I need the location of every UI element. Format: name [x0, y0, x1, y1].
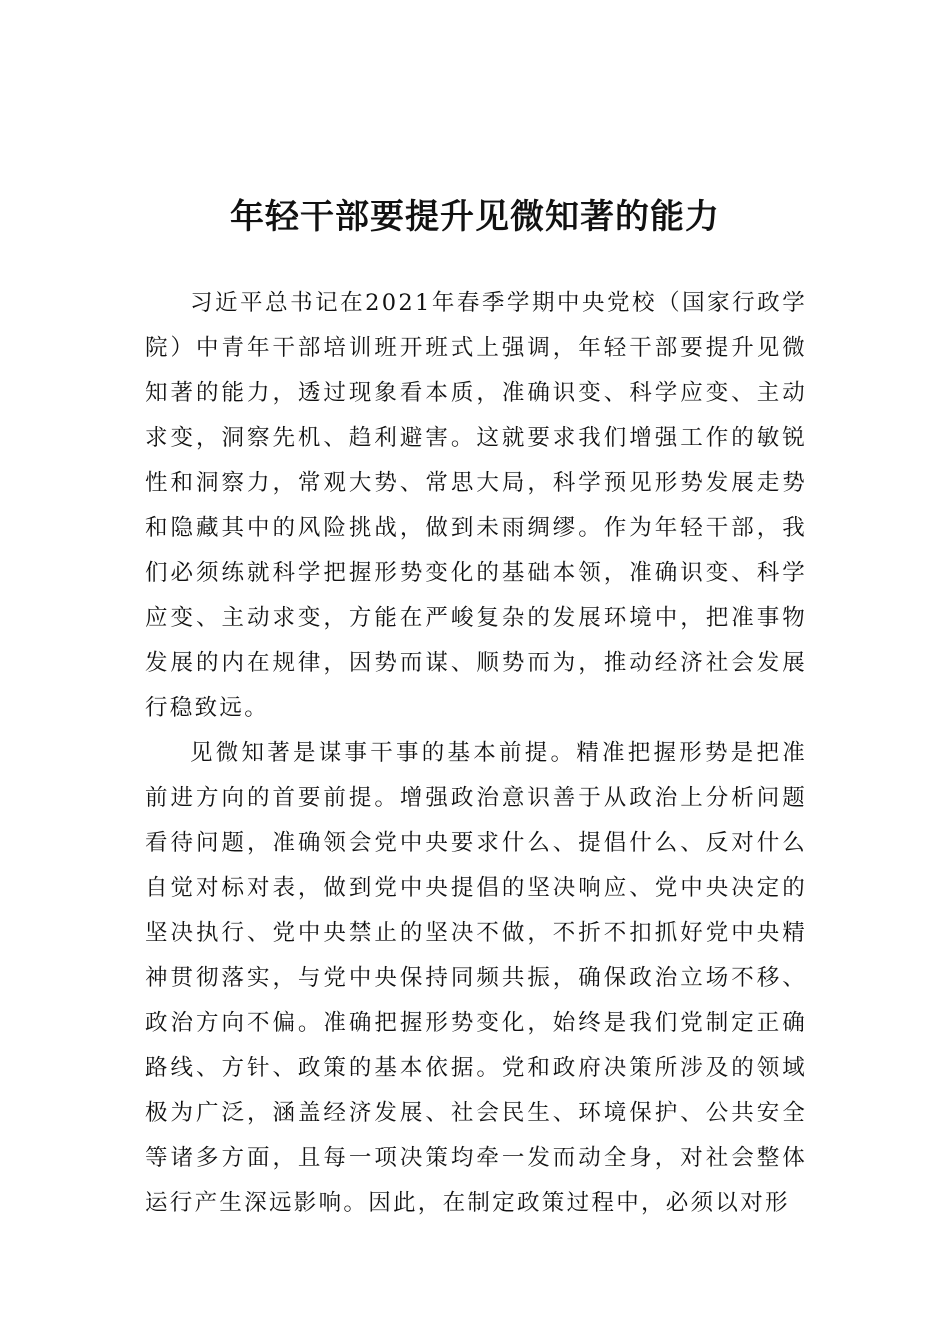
paragraph-2: 见微知著是谋事干事的基本前提。精准把握形势是把准前进方向的首要前提。增强政治意识善于从政治上分析问题看待问题，准确领会党中央要求什么、提倡什么、反对什么自觉对标对表，做到党中央提倡的坚决响应、党中央决定的坚决执行、党中央禁止的坚决不做，不折不扣抓好党中央精神贯彻落实，与党中央保持同频共振，确保政治立场不移、政治方向不偏。准确把握形势变化，始终是我们党制定正确路线、方针、政策的基本依据。党和政府决策所涉及的领域极为广泛，涵盖经济发展、社会民生、环境保护、公共安全等诸多方面，且每一项决策均牵一发而动全身，对社会整体运行产生深远影响。因此，在制定政策过程中，必须以对形 — [145, 740, 807, 1216]
paragraph-1: 习近平总书记在2021年春季学期中央党校（国家行政学院）中青年干部培训班开班式上强调，年轻干部要提升见微知著的能力，透过现象看本质，准确识变、科学应变、主动求变，洞察先机、趋利避害。这就要求我们增强工作的敏锐性和洞察力，常观大势、常思大局，科学预见形势发展走势和隐藏其中的风险挑战，做到未雨绸缪。作为年轻干部，我们必须练就科学把握形势变化的基础本领，准确识变、科学应变、主动求变，方能在严峻复杂的发展环境中，把准事物发展的内在规律，因势而谋、顺势而为，推动经济社会发展行稳致远。 — [145, 290, 807, 721]
document-title: 年轻干部要提升见微知著的能力 — [230, 196, 720, 237]
document-body — [145, 281, 807, 1226]
